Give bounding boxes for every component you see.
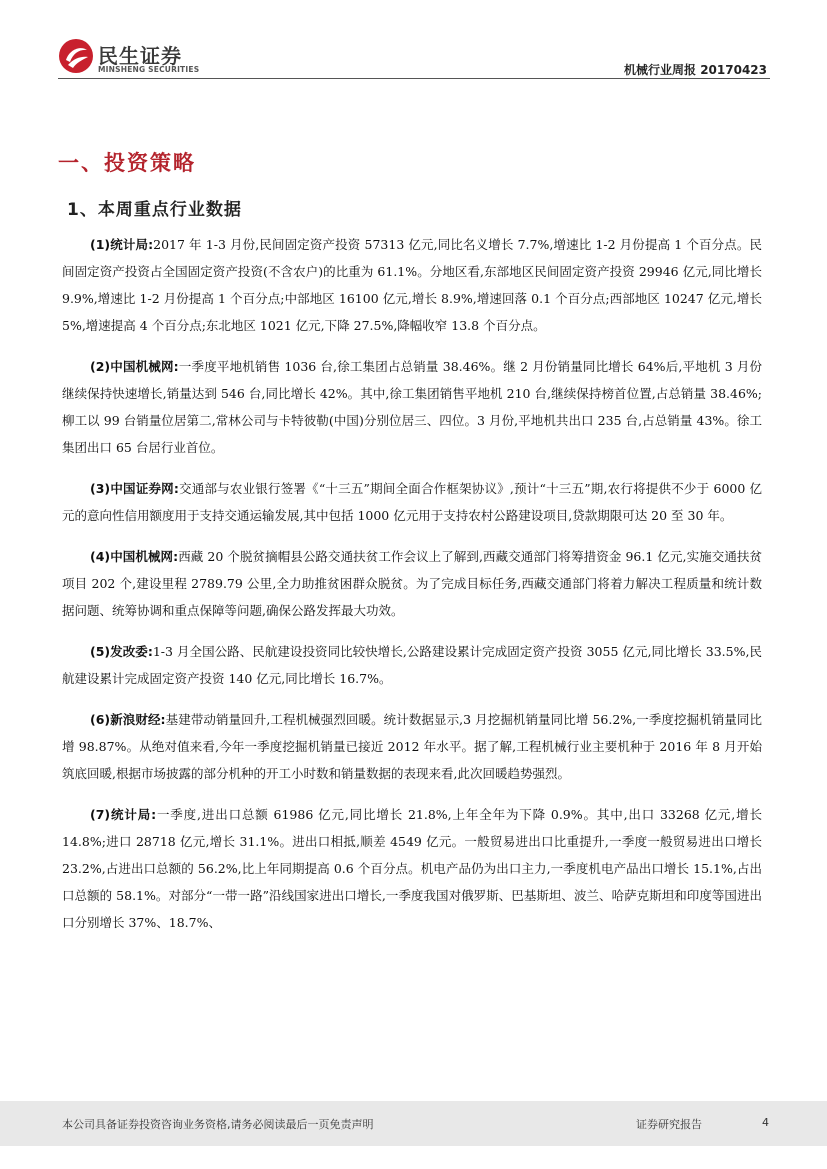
minsheng-logo xyxy=(58,38,218,78)
paragraph-1-source: (1)统计局: xyxy=(90,237,154,252)
page-header xyxy=(0,0,827,85)
footer-report-type: 证券研究报告 xyxy=(636,1118,702,1131)
paragraph-7-text: 一季度,进出口总额 61986 亿元,同比增长 21.8%,上年全年为下降 0.9%。其中,出口 33268 亿元,增长 14.8%;进口 28718 亿元,增长 31.1%。进出口相抵,顺差 4549 亿元。一般贸易进出口比重提升,一季度一般贸易进出口增长 23.2%,占进出口总额的 56.2%,比上年同期提高 0.6 个百分点。机电产品仍为出口主力,一季度机电产品出口增长 15.1%,占出口总额的 58.1%。对部分“一带一路”沿线国家进出口增长,一季度我国对俄罗斯、巴基斯坦、波兰、哈萨克斯坦和印度等国进出口分别增长 37%、18.7%、 xyxy=(62,807,762,930)
paragraph-7 xyxy=(62,801,762,936)
page-number: 4 xyxy=(762,1116,769,1129)
paragraph-5-source: (5)发改委: xyxy=(90,644,153,659)
logo-chinese-name: 民生证券 xyxy=(98,44,182,68)
paragraph-2-text: 一季度平地机销售 1036 台,徐工集团占总销量 38.46%。继 2 月份销量同比增长 64%后,平地机 3 月份继续保持快速增长,销量达到 546 台,同比增长 42%。其中,徐工集团销售平地机 210 台,继续保持榜首位置,占总销量 38.46%;柳工以 99 台销量位居第二,常林公司与卡特彼勒(中国)分别位居三、四位。3 月份,平地机共出口 235 台,占总销量 43%。徐工集团出口 65 台居行业首位。 xyxy=(62,359,762,455)
page-footer xyxy=(0,1101,827,1146)
header-divider xyxy=(58,78,770,79)
paragraph-1 xyxy=(62,231,762,339)
paragraph-5-text: 1-3 月全国公路、民航建设投资同比较快增长,公路建设累计完成固定资产投资 3055 亿元,同比增长 33.5%,民航建设累计完成固定资产投资 140 亿元,同比增长 16.7%。 xyxy=(62,644,763,686)
footer-disclaimer: 本公司具备证券投资咨询业务资格,请务必阅读最后一页免责声明 xyxy=(62,1118,374,1131)
paragraph-6-source: (6)新浪财经: xyxy=(90,712,166,727)
paragraph-7-source: (7)统计局: xyxy=(90,807,157,822)
paragraph-4-source: (4)中国机械网: xyxy=(90,549,179,564)
paragraph-3 xyxy=(62,475,762,529)
logo-english-name: MINSHENG SECURITIES xyxy=(98,65,200,74)
report-title: 机械行业周报 20170423 xyxy=(624,63,767,77)
section-subtitle: 1、本周重点行业数据 xyxy=(67,200,242,220)
section-title: 一、投资策略 xyxy=(58,151,196,175)
paragraph-4 xyxy=(62,543,762,624)
minsheng-logo-icon xyxy=(58,38,94,74)
paragraph-4-text: 西藏 20 个脱贫摘帽县公路交通扶贫工作会议上了解到,西藏交通部门将筹措资金 96.1 亿元,实施交通扶贫项目 202 个,建设里程 2789.79 公里,全力助推贫困群众脱贫。为了完成目标任务,西藏交通部门将着力解决工程质量和统计数据问题、统筹协调和重点保障等问题,确保公路发挥最大功效。 xyxy=(62,549,762,618)
paragraph-3-text: 交通部与农业银行签署《“十三五”期间全面合作框架协议》,预计“十三五”期,农行将提供不少于 6000 亿元的意向性信用额度用于支持交通运输发展,其中包括 1000 亿元用于支持农村公路建设项目,贷款期限可达 20 至 30 年。 xyxy=(62,481,762,523)
paragraph-6-text: 基建带动销量回升,工程机械强烈回暖。统计数据显示,3 月挖掘机销量同比增 56.2%,一季度挖掘机销量同比增 98.87%。从绝对值来看,今年一季度挖掘机销量已接近 2012 年水平。据了解,工程机械行业主要机种于 2016 年 8 月开始筑底回暖,根据市场披露的部分机种的开工小时数和销量数据的表现来看,此次回暖趋势强烈。 xyxy=(62,712,763,781)
paragraph-2-source: (2)中国机械网: xyxy=(90,359,179,374)
paragraph-1-text: 2017 年 1-3 月份,民间固定资产投资 57313 亿元,同比名义增长 7.7%,增速比 1-2 月份提高 1 个百分点。民间固定资产投资占全国固定资产投资(不含农户)的比重为 61.1%。分地区看,东部地区民间固定资产投资 29946 亿元,同比增长 9.9%,增速比 1-2 月份提高 1 个百分点;中部地区 16100 亿元,增长 8.9%,增速回落 0.1 个百分点;西部地区 10247 亿元,增长 5%,增速提高 4 个百分点;东北地区 1021 亿元,下降 27.5%,降幅收窄 13.8 个百分点。 xyxy=(62,237,762,333)
paragraph-3-source: (3)中国证券网: xyxy=(90,481,179,496)
paragraph-6 xyxy=(62,706,762,787)
paragraph-2 xyxy=(62,353,762,461)
body-content xyxy=(62,231,762,950)
paragraph-5 xyxy=(62,638,762,692)
